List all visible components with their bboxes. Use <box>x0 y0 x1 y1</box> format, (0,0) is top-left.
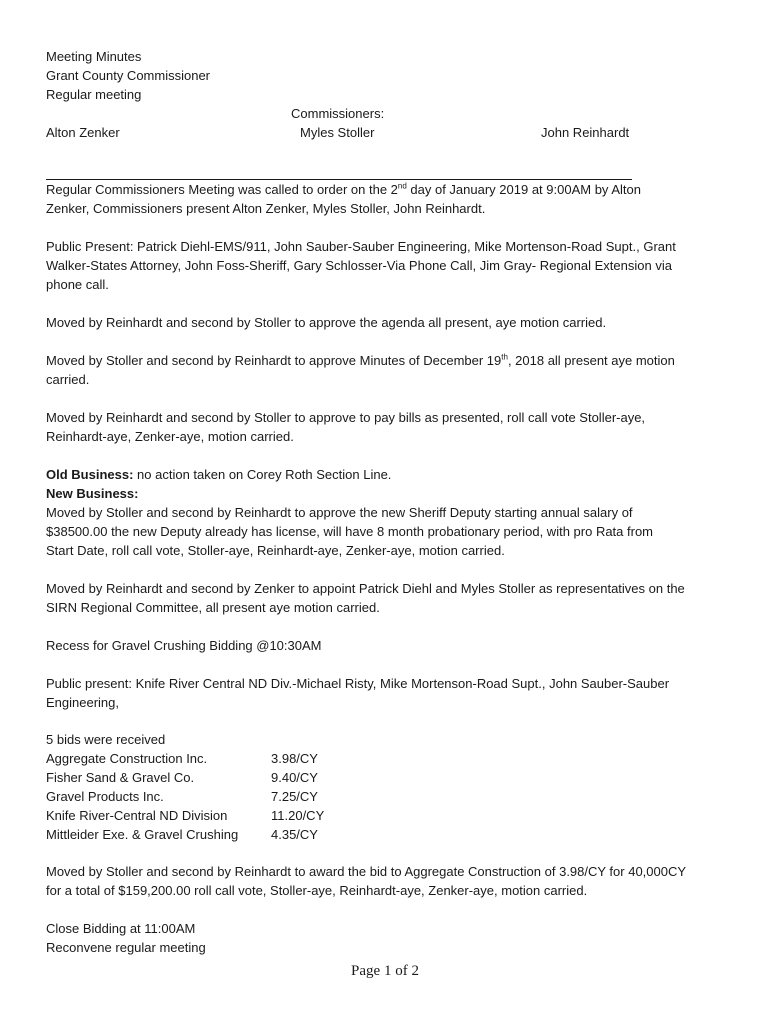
meeting-type: Regular meeting <box>46 87 142 102</box>
motion-bills-paragraph: Moved by Reinhardt and second by Stoller to approve to pay bills as presented, roll call vote Stoller-aye, Reinhardt-aye, Zenker-aye, motion carried. <box>46 410 646 444</box>
motion-agenda-paragraph: Moved by Reinhardt and second by Stoller to approve the agenda all present, aye motion carried. <box>46 315 607 330</box>
bid-price: 11.20/CY <box>271 808 325 823</box>
bid-price: 7.25/CY <box>271 789 318 804</box>
organization-name: Grant County Commissioner <box>46 68 210 83</box>
motion-award-paragraph: Moved by Stoller and second by Reinhardt to award the bid to Aggregate Construction of 3.98/CY for 40,000CY for a total of $159,200.00 roll call vote, Stoller-aye, Reinhardt-aye, Zenker-aye, motion carried. <box>46 864 687 898</box>
motion-minutes-paragraph: Moved by Stoller and second by Reinhardt to approve Minutes of December 19th, 2018 all present aye motion carried. <box>46 352 675 387</box>
bid-company: Aggregate Construction Inc. <box>46 751 208 766</box>
bid-company: Mittleider Exe. & Gravel Crushing <box>46 827 239 842</box>
bid-company: Fisher Sand & Gravel Co. <box>46 770 195 785</box>
public-present-bidding-paragraph: Public present: Knife River Central ND Div.-Michael Risty, Mike Mortenson-Road Supt., John Sauber-Sauber Engineering, <box>46 676 670 710</box>
bid-price: 4.35/CY <box>271 827 318 842</box>
motion-sirn-paragraph: Moved by Reinhardt and second by Zenker to appoint Patrick Diehl and Myles Stoller as representatives on the SIRN Regional Committee, all present aye motion carried. <box>46 581 685 615</box>
bid-company: Gravel Products Inc. <box>46 789 164 804</box>
reconvene-line: Reconvene regular meeting <box>46 940 206 955</box>
bid-price: 9.40/CY <box>271 770 318 785</box>
page-number: Page 1 of 2 <box>351 963 419 979</box>
bid-price: 3.98/CY <box>271 751 318 766</box>
bids-heading: 5 bids were received <box>46 732 166 747</box>
recess-line: Recess for Gravel Crushing Bidding @10:30AM <box>46 638 322 653</box>
close-bidding-line: Close Bidding at 11:00AM <box>46 921 196 936</box>
commissioner-name: John Reinhardt <box>541 125 630 140</box>
public-present-paragraph: Public Present: Patrick Diehl-EMS/911, John Sauber-Sauber Engineering, Mike Mortenson-Road Supt., Grant Walker-States Attorney, John Foss-Sheriff, Gary Schlosser-Via Phone Call, Jim Gray- Regional Extension via phone call. <box>46 239 676 292</box>
business-section: Old Business: no action taken on Corey Roth Section Line. New Business: Moved by Stoller and second by Reinhardt to approve the new Sheriff Deputy starting annual salary of $38500.00 the new Deputy already has license, will have 8 month probationary period, with pro Rata from Start Date, roll call vote, Stoller-aye, Reinhardt-aye, Zenker-aye, motion carried. <box>46 465 736 560</box>
document-title: Meeting Minutes <box>46 49 142 64</box>
commissioners-label: Commissioners: <box>291 106 385 121</box>
bid-company: Knife River-Central ND Division <box>46 808 228 823</box>
commissioner-name: Alton Zenker <box>46 125 120 140</box>
commissioner-name: Myles Stoller <box>300 125 375 140</box>
new-business-heading: New Business: <box>46 486 139 501</box>
old-business-line: Old Business: no action taken on Corey Roth Section Line. <box>46 467 392 482</box>
call-to-order-paragraph: Regular Commissioners Meeting was called to order on the 2nd day of January 2019 at 9:00AM by Alton Zenker, Commissioners present Alton Zenker, Myles Stoller, John Reinhardt. <box>46 181 641 216</box>
